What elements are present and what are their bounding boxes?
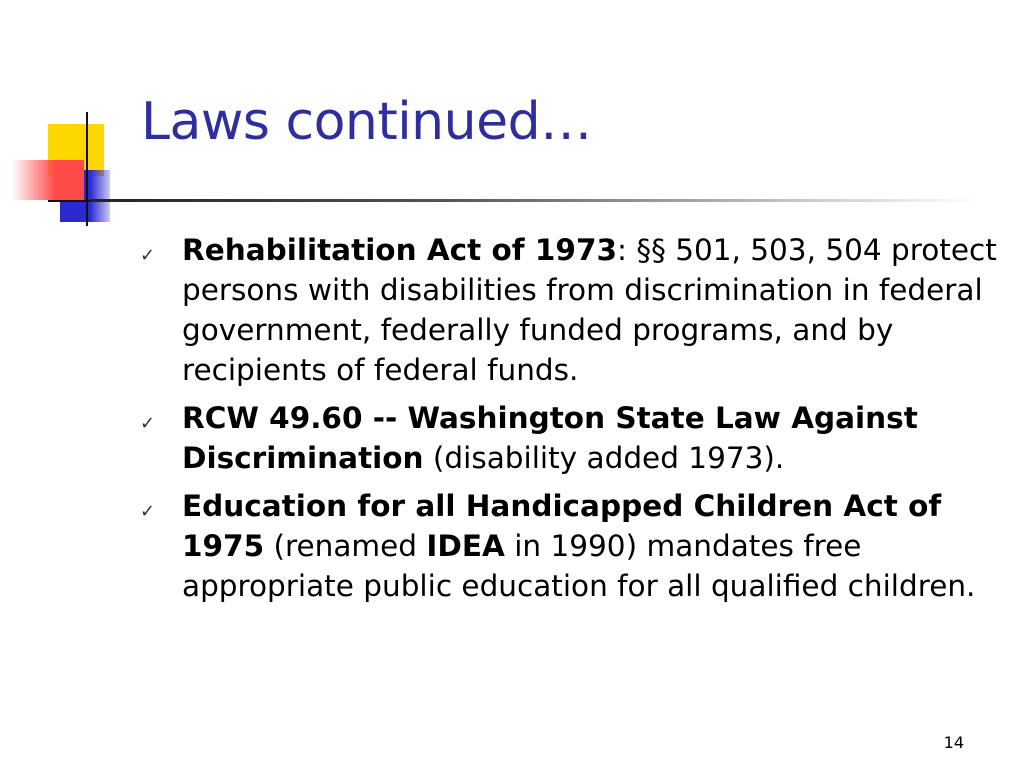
red-bar-decoration <box>12 160 84 200</box>
vertical-line-decoration <box>86 112 88 226</box>
checkmark-icon: ✓ <box>140 245 156 266</box>
bullet-text: (renamed <box>264 529 427 563</box>
bullet-item <box>140 486 1000 606</box>
checkmark-icon: ✓ <box>140 501 156 522</box>
bullet-bold-text: RCW 49.60 -- Washington State Law Against Discrimination <box>182 401 918 475</box>
bullet-list <box>140 230 1000 614</box>
bullet-text: : §§ 501, 503, 504 protect persons with disabilities from discrimination in federal government, federally funded programs, and by recipients of federal funds. <box>182 233 997 387</box>
title-divider <box>90 199 980 202</box>
bullet-bold-text: IDEA <box>426 529 505 563</box>
bullet-text: (disability added 1973). <box>423 441 785 475</box>
slide-number: 14 <box>943 733 964 752</box>
bullet-text: in 1990) mandates free appropriate public education for all qualified children. <box>182 529 976 603</box>
bullet-bold-text: Rehabilitation Act of 1973 <box>182 233 618 267</box>
bullet-bold-text: Education for all Handicapped Children Act of 1975 <box>182 489 942 563</box>
bullet-item <box>140 398 1000 478</box>
slide-decoration <box>0 0 160 240</box>
bullet-item <box>140 230 1000 390</box>
checkmark-icon: ✓ <box>140 413 156 434</box>
slide-title: Laws continued… <box>141 92 592 152</box>
